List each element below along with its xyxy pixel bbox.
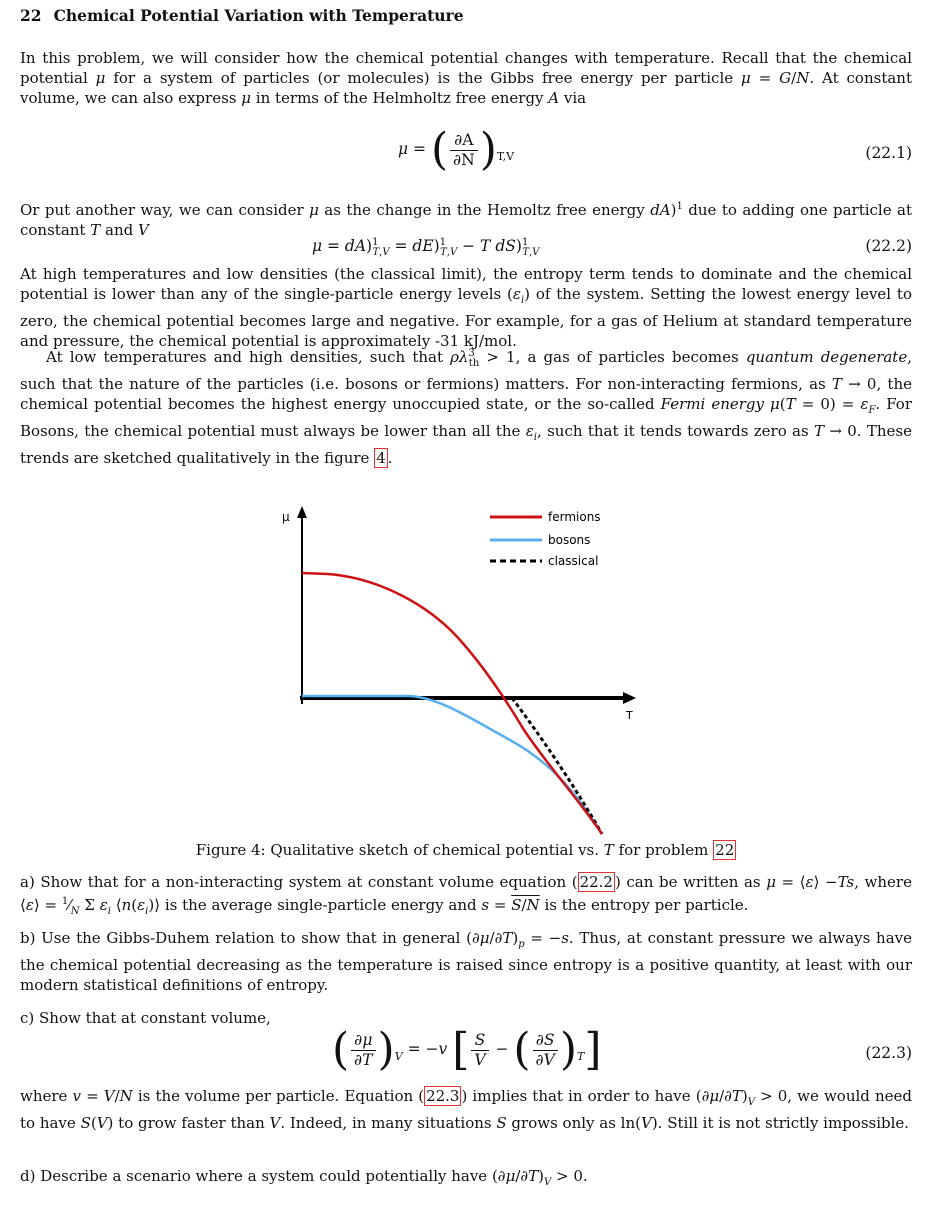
paragraph-3: At high temperatures and low densities (the classical limit), the entropy term tends to dominate and the chemical potential is lower than any of the single-particle energy levels $(\varepsilon_i)$ of the system. Setting the lowest energy level to zero, the chemical potential becomes large and negative. For example, for a gas of Helium at standard temperature and pressure, the chemical potential is approximately -31 kJ/mol. xyxy=(20,265,912,350)
eq-ref-22-3[interactable]: 22.3 xyxy=(426,1087,460,1105)
x-axis-label: T xyxy=(626,709,633,722)
part-c-intro: c) Show that at constant volume, xyxy=(20,1009,271,1027)
legend xyxy=(490,510,601,568)
equation-22-2: μ = dA)$^1_{T,V}$ = dE)$^1_{T,V}$ − T dS)$^1_{T,V}$ (22.2) xyxy=(312,237,912,259)
part-b: b) Use the Gibbs-Duhem relation to show that in general $(\partial\mu/\partial T)_p = -s$. Thus, at constant pressure we always have the chemical potential decreasing as the temperature is raised since entropy is a positive quantity, at least with our modern statistical definitions of entropy. xyxy=(20,929,912,994)
eq1-numerator: ∂A xyxy=(450,131,478,151)
y-axis-label: μ xyxy=(282,510,290,524)
figure-ref-link[interactable]: 4 xyxy=(376,449,386,467)
bosons-curve xyxy=(302,696,602,834)
section-title: Chemical Potential Variation with Temperature xyxy=(53,6,464,25)
legend-fermions-label: fermions xyxy=(548,510,601,524)
eq2-number: (22.2) xyxy=(865,237,912,255)
problem-ref-link[interactable]: 22 xyxy=(715,841,735,859)
paragraph-4: At low temperatures and high densities, such that $\rho\lambda^3_{th} > 1$, a gas of particles becomes quantum degenerate, such that the nature of the particles (i.e. bosons or fermions) matters. For non-interacting fermions, as T → 0, the chemical potential becomes the highest energy unoccupied state, or the so-called Fermi energy $\mu(T = 0) = \varepsilon_F$. For Bosons, the chemical potential must always be lower than all the $\varepsilon_i$, such that it tends towards zero as T → 0. These trends are sketched qualitatively in the figure 4 . xyxy=(20,348,913,467)
legend-bosons-label: bosons xyxy=(548,533,591,547)
paragraph-2: Or put another way, we can consider μ as the change in the Hemoltz free energy dA)$^1$ due to adding one particle at constant T and V xyxy=(20,201,912,239)
part-c-body: where v = V/N is the volume per particle. Equation ( 22.3 ) implies that in order to have $(\partial\mu/\partial T)_V > 0$, we would need to have S(V) to grow faster than V. Indeed, in many situations S grows only as ln(V). Still it is not strictly impossible. xyxy=(20,1087,912,1132)
y-axis-arrow xyxy=(297,506,307,518)
eq-ref-22-2[interactable]: 22.2 xyxy=(579,873,613,891)
equation-22-1: μ = ( $\frac{\partial A}{\partial N}$ )$_{T,V}$ (22.1) xyxy=(398,124,912,175)
eq1-lhs: μ = xyxy=(398,140,426,158)
eq3-number: (22.3) xyxy=(865,1044,912,1062)
eq1-denominator: ∂N xyxy=(453,150,475,169)
fermions-curve xyxy=(302,573,602,834)
figure-4 xyxy=(280,500,640,844)
chart-svg xyxy=(280,500,640,840)
legend-classical-label: classical xyxy=(548,554,599,568)
part-a: a) Show that for a non-interacting system at constant volume equation ( 22.2 ) can be written as μ = ⟨ε⟩ −Ts, where ⟨ε⟩ = $^1⁄_N$ Σ $\varepsilon_i$ $⟨n(\varepsilon_i)⟩$ is the average single-particle energy and s = S/N is the entropy per particle. xyxy=(20,873,912,917)
part-d: d) Describe a scenario where a system could potentially have $(\partial\mu/\partial T)_V > 0$. xyxy=(20,1167,588,1188)
section-number: 22 xyxy=(20,6,42,25)
eq1-number: (22.1) xyxy=(865,144,912,162)
figure-caption: Figure 4: Qualitative sketch of chemical potential vs. T for problem 22 xyxy=(195,841,735,859)
equation-22-3: ( $\frac{\partial\mu}{\partial T}$ )$_V = -v$ [ $\frac{S}{V}$ − ( $\frac{\partial S}{\partial V}$ )$_T$] (22.3) xyxy=(332,1024,912,1075)
x-axis-arrow xyxy=(623,692,636,704)
eq1-subscript: T,V xyxy=(496,150,515,163)
intro-paragraph: In this problem, we will consider how the chemical potential changes with temperature. Recall that the chemical potential μ for a system of particles (or molecules) is the Gibbs free energy per particle μ = G/N. At constant volume, we can also express μ in terms of the Helmholtz free energy A via xyxy=(20,49,912,107)
section-heading xyxy=(20,6,464,25)
